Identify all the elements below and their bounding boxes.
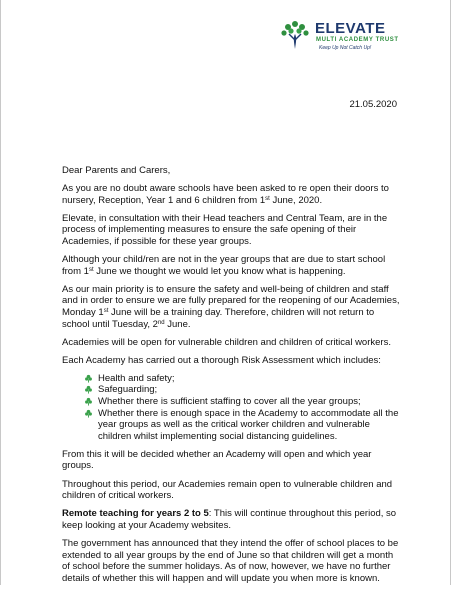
leaf-bullet-icon: [84, 409, 93, 418]
letter-body: [62, 165, 402, 591]
list-item: Health and safety;: [84, 373, 402, 385]
greeting: Dear Parents and Carers,: [62, 165, 171, 176]
leaf-bullet-icon: [84, 385, 93, 394]
list-item: Whether there is enough space in the Academy to accommodate all the year groups as well as the critical worker children and vulnerable children whilst implementing social distancing guidelines.: [84, 408, 402, 443]
letter-date: 21.05.2020: [349, 99, 397, 110]
logo-subtitle: MULTI ACADEMY TRUST: [316, 37, 399, 43]
paragraph-4: As our main priority is to ensure the safety and well-being of children and staff and in order to ensure we are fully prepared for the reopening of our Academies, Monday 1st June will be a training day. Therefore, children will not return to school until Tuesday, 2nd June.: [62, 283, 400, 330]
paragraph-3: Although your child/ren are not in the year groups that are due to start school from 1st June we thought we would let you know what is happening.: [62, 254, 386, 277]
paragraph-10: The government has announced that they intend the offer of school places to be extended to all year groups by the end of June so that children will get a month of school before the summer holidays. As of now, however, we have no further details of whether this will happen and will update you when more is known.: [62, 537, 399, 584]
paragraph-5: Academies will be open for vulnerable children and children of critical workers.: [62, 336, 391, 348]
paragraph-9: Remote teaching for years 2 to 5: This will continue throughout this period, so keep looking at your Academy websites.: [62, 508, 397, 531]
paragraph-1: As you are no doubt aware schools have been asked to re open their doors to nursery, Reception, Year 1 and 6 children from 1st June, 2020.: [62, 183, 389, 206]
elevate-logo: [279, 18, 439, 56]
remote-teaching-heading: Remote teaching for years 2 to 5: [62, 508, 209, 520]
list-item: Safeguarding;: [84, 384, 402, 396]
leaf-bullet-icon: [84, 397, 93, 406]
paragraph-7: From this it will be decided whether an Academy will open and which year groups.: [62, 448, 372, 472]
paragraph-6: Each Academy has carried out a thorough Risk Assessment which includes:: [62, 354, 381, 366]
paragraph-8: Throughout this period, our Academies remain open to vulnerable children and children of critical workers.: [62, 478, 393, 502]
tree-icon: [279, 18, 311, 52]
paragraph-2: Elevate, in consultation with their Head teachers and Central Team, are in the process of implementing measures to ensure the safe opening of their Academies, if possible for these year groups.: [62, 212, 388, 247]
risk-assessment-list: [62, 373, 402, 443]
logo-name: ELEVATE: [315, 20, 386, 37]
list-item: Whether there is sufficient staffing to cover all the year groups;: [84, 396, 402, 408]
leaf-bullet-icon: [84, 374, 93, 383]
logo-tagline: Keep Up Not Catch Up!: [319, 45, 372, 51]
